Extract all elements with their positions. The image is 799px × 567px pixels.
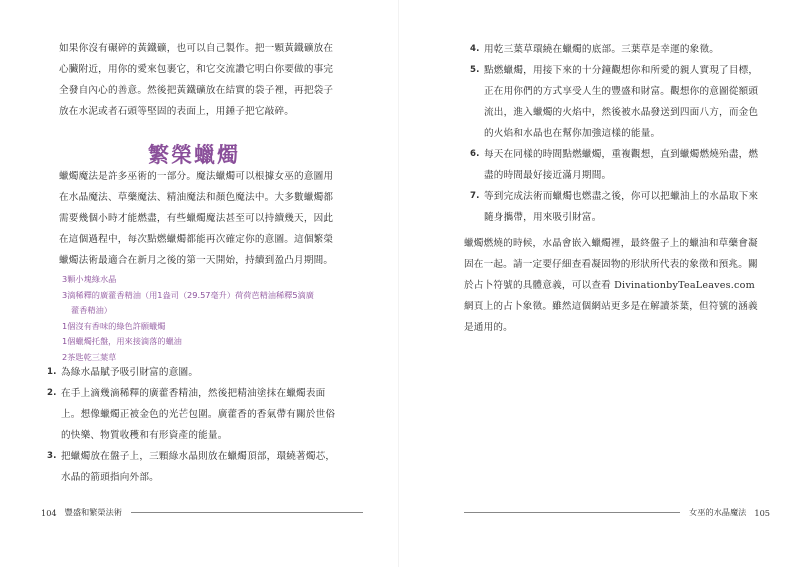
step-item [47,383,343,446]
running-title: 豐盛和繁榮法術 [64,507,122,517]
steps-list [47,362,343,488]
step-number: 3. [47,451,57,461]
left-page [0,0,399,567]
footer-rule [131,512,363,513]
step-text: 每天在同樣的時間點燃蠟燭，重複觀想，直到蠟燭燃燒殆盡，燃盡的時間最好接近滿月期間。 [484,149,759,181]
step-text: 用乾三葉草環繞在蠟燭的底部。三葉草是幸運的象徵。 [484,44,720,55]
step-item [470,186,764,228]
left-footer [41,507,363,518]
step-text: 為綠水晶賦予吸引財富的意圖。 [61,367,199,378]
step-item [47,446,343,488]
closing-paragraph: 蠟燭燃燒的時候，水晶會嵌入蠟燭裡，最終盤子上的蠟油和草藥會凝固在一起。請一定要仔細查看凝固物的形狀所代表的象徵和預兆。關於占卜符號的具體意義，可以查看 DivinationbyTeaLeaves.com 網頁上的占卜象徵。雖然這個網站更多是在解讀茶葉，但符號的涵義是通用的。 [464,238,758,333]
step-item [47,362,343,383]
right-footer [464,507,770,518]
intro-paragraph: 如果你沒有碾碎的黃鐵礦，也可以自己製作。把一顆黃鐵礦放在心臟附近，用你的愛來包裹它，和它交流讚它明白你要做的事完全發自內心的善意。然後把黃鐵礦放在結實的袋子裡，再把袋子放在水泥或者石頭等堅固的表面上，用錘子把它敲碎。 [59,43,334,117]
step-item [470,144,764,186]
step-item [470,60,764,144]
step-number: 2. [47,388,57,398]
step-number: 1. [47,367,57,377]
step-number: 7. [470,191,480,201]
page-number: 104 [41,507,57,518]
step-text: 點燃蠟燭，用接下來的十分鐘觀想你和所愛的親人實現了目標，正在用你們的方式享受人生的豐盛和財富。觀想你的意圖從額頭流出，進入蠟燭的火焰中，然後被水晶發送到四面八方，而金色的火焰和水晶也在幫你加強這樣的能量。 [484,65,759,139]
body-paragraph: 蠟燭魔法是許多巫術的一部分。魔法蠟燭可以根據女巫的意圖用在水晶魔法、草藥魔法、精油魔法和顏色魔法中。大多數蠟燭都需要幾個小時才能燃盡，有些蠟燭魔法甚至可以持續幾天，因此在這個過程中，每次點燃蠟燭都能再次確定你的意圖。這個繁榮蠟燭法術最適合在新月之後的第一天開始，持續到盈凸月期間。 [59,171,334,266]
book-gutter [398,0,399,567]
ingredient-item: 3顆小塊綠水晶 [62,274,117,284]
ingredient-item: 1個蠟燭托盤，用來接滴落的蠟油 [62,336,182,346]
steps-list-continued [470,39,764,228]
ingredients-list [62,272,342,365]
step-item [470,39,764,60]
step-text: 在手上滴幾滴稀釋的廣藿香精油，然後把精油塗抹在蠟燭表面上。想像蠟燭正被金色的光芒包圍。廣藿香的香氣帶有關於世俗的快樂、物質收穫和有形資產的能量。 [61,388,336,441]
section-heading: 繁榮蠟燭 [148,143,240,167]
page-number: 105 [754,507,770,518]
step-number: 5. [470,65,480,75]
running-title: 女巫的水晶魔法 [689,507,747,517]
ingredient-item-continued: 藿香精油） [71,305,112,315]
step-number: 6. [470,149,480,159]
step-text: 等到完成法術而蠟燭也燃盡之後，你可以把蠟油上的水晶取下來隨身攜帶，用來吸引財富。 [484,191,759,223]
step-text: 把蠟燭放在盤子上，三顆綠水晶則放在蠟燭頂部，環繞著燭芯，水晶的箭頭指向外部。 [61,451,336,483]
ingredient-item: 3滴稀釋的廣藿香精油（用1盎司（29.57毫升）荷荷芭精油稀釋5滴廣 [62,289,314,300]
ingredient-item: 2茶匙乾三葉草 [62,351,117,362]
ingredient-item: 1個沒有香味的綠色許願蠟燭 [62,320,166,331]
footer-rule [464,512,680,513]
step-number: 4. [470,44,480,54]
